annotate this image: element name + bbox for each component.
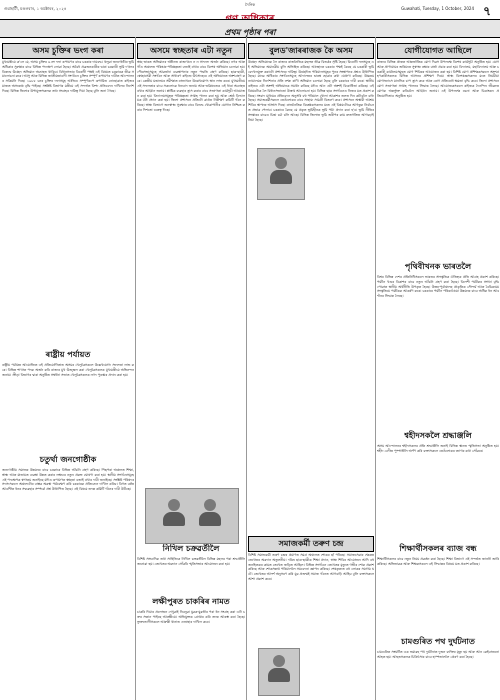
column-rule bbox=[246, 37, 247, 700]
article-body: উচ্ছেদ অভিযানক লৈ ৰাজ্যৰ ৰাজনৈতিক মহলত তীব্ৰ বিতৰ্কৰ সৃষ্টি হৈছে। বিৰোধী দলসমূহে এই অভিযানক অমানৱীয় বুলি অভিহিত কৰিছে। আনহাতে চৰকাৰ পক্ষই কৈছে যে চৰকাৰী ভূমি বেদখলমুক্ত কৰাটো প্ৰশাসনৰ দায়িত্ব। উচ্ছেদিত পৰিয়ালসমূহৰ পুনৰ সংস্থাপনৰ প্ৰশ্নও উত্থাপিত হৈছে। মানৱ অধিকাৰ সংগঠনসমূহে আদালতৰ দ্বাৰস্থ হোৱাৰ কথা ঘোষণা কৰিছে। উচ্চতম ন্যায়ালয়ৰ নিৰ্দেশনাৰ প্ৰতি লক্ষ্য ৰাখি অভিযান চলোৱা হৈছে বুলি চৰকাৰে দাবী কৰে। স্থানীয় ৰাইজৰ এটা অংশই অভিযানক সমৰ্থন কৰিছে যদিও আন এটা অংশই বিৰোধিতা কৰিছে। এই বিষয়টোক লৈ বিধানসভাতো উত্তপ্ত আলোচনা হয়। বিভিন্ন ছাত্ৰ সংগঠনেও নিজৰ মত প্ৰকাশ কৰিছে। সংবাদ মাধ্যমৰ প্ৰতিবেদন অনুসৰি বহু পৰিয়াল খোলা আকাশৰ তলত দিন কটাবলৈ বাধ্য হৈছে। সমাজকৰ্মীসকলে তেওঁলোকৰ বাবে সাহায্য সামগ্ৰী বিতৰণ কৰে। প্ৰশাসনে অস্থায়ী আশ্ৰয় শিবিৰ স্থাপনৰ আশ্বাস দিছে। ৰাজনৈতিক বিশ্লেষকসকলৰ মতে এই বিষয়টোৱে আগন্তুক নিৰ্বাচনত প্ৰভাৱ পেলাব। চৰকাৰে কৈছে যে প্ৰকৃত ভূমিহীনক ভূমি পট্টা প্ৰদান কৰা হ'ব। ভূমি নীতিৰ সংস্কাৰৰ বাবেও চিন্তা চৰ্চা চলি আছে। বিভিন্ন জিলাত ভূমি জৰীপৰ কাম দ্ৰুতগতিত আগবঢ়াই নিয়া হৈছে। bbox=[248, 60, 374, 122]
article-heading bbox=[377, 43, 499, 59]
article-heading bbox=[248, 43, 374, 59]
heading-text: বুলড'জাৰৰাজক কৈ অসম bbox=[269, 46, 353, 55]
column-1 bbox=[2, 37, 134, 700]
heading-text: শ্বহীদসকলৈ শ্ৰদ্ধাঞ্জলি bbox=[404, 431, 472, 440]
page-number: ৭ bbox=[483, 4, 491, 18]
person-portrait bbox=[268, 655, 290, 682]
article-heading bbox=[137, 542, 245, 556]
article-body: বিশ্বৰ বিভিন্ন দেশৰ প্ৰতিনিধিসকলে ভাৰতৰ সাংস্কৃতিক ঐতিহ্যৰ প্ৰতি আগ্ৰহ প্ৰকাশ কৰিছে। পৰ্যটন খণ্ডৰ বিকাশৰ বাবে নতুন আঁচনি গ্ৰহণ কৰা হৈছে। বিদেশী পৰ্যটকৰ সংখ্যা বৃদ্ধি পোৱাত স্থানীয় অৰ্থনীতি উপকৃত হৈছে। উত্তৰ-পূৰ্বাঞ্চলৰ প্ৰাকৃতিক সৌন্দৰ্য আৰু বৈচিত্ৰ্যময় সংস্কৃতিয়ে পৰ্যটকক আকৰ্ষণ কৰে। চৰকাৰে পৰ্যটন পৰিকাঠামো উন্নয়নৰ বাবে অধিক ধন আবণ্টনৰ সিদ্ধান্ত লৈছে। bbox=[377, 275, 499, 299]
heading-text: লক্ষীপুৰত চাকৰিৰ নামত bbox=[152, 597, 230, 606]
article-body: চাকৰি দিয়াৰ প্ৰলোভন দেখুৱাই নিবনুৱা যুৱক-যুৱতীৰ পৰা ধন সংগ্ৰহ কৰা এটা চক্ৰৰ সন্ধান পাইছে আৰক্ষীয়ে। অভিযুক্তক গ্ৰেপ্তাৰ কৰি তদন্ত আৰম্ভ কৰা হৈছে। ভুক্তভোগীসকলে আৰক্ষী থানাত এজাহাৰ দাখিল কৰে। bbox=[137, 610, 245, 624]
section-banner bbox=[0, 20, 500, 38]
article-heading bbox=[2, 453, 134, 467]
column-2 bbox=[137, 37, 245, 700]
article-heading bbox=[377, 429, 499, 443]
heading-text: যোগীযোগত আছিলে bbox=[404, 46, 472, 55]
column-rule bbox=[135, 37, 136, 700]
column-rule bbox=[375, 37, 376, 700]
article-body: শিক্ষাৰ্থীসকলৰ বাবে নতুন নিয়ম প্ৰৱৰ্তন কৰা হৈছে। শিক্ষা বিভাগে এই সন্দৰ্ভত জাননী জাৰি কৰিছে। অভিভাৱক আৰু শিক্ষকসকলে এই সিদ্ধান্তৰ বিষয়ে মত প্ৰকাশ কৰিছে। bbox=[377, 557, 499, 566]
article-body: স্বচ্ছ ভাৰত অভিযানৰ অধীনত ৰাজ্যখনে ন ন সাফল্য অৰ্জন কৰিছে। নগৰ আৰু গাঁও অঞ্চলত পৰিষ্কাৰ-পৰিচ্ছন্নতা বজাই ৰখাৰ বাবে বিশেষ অভিযান চলোৱা হয়। পৌৰসভাসমূহে আৱৰ্জনা ব্যৱস্থাপনাৰ নতুন পদ্ধতি গ্ৰহণ কৰিছে। ছাত্ৰ-ছাত্ৰী, স্বেচ্ছাসেৱী সংগঠন আৰু সাধাৰণ ৰাইজে উৎসাহেৰে এই অভিযানত অংশগ্ৰহণ কৰে। কেন্দ্ৰীয় মন্ত্ৰালয়ৰ সমীক্ষাত ৰাজ্যখনে উল্লেখযোগ্য স্থান লাভ কৰে। মুখ্যমন্ত্ৰীয়ে এই সফলতাৰ বাবে সকলোকে ধন্যবাদ জনায় আৰু ভৱিষ্যতেও এই ধাৰা অব্যাহত ৰখাৰ আহ্বান জনায়। প্লাষ্টিক ব্যৱহাৰ হ্ৰাস কৰাৰ বাবে সজাগতা কাৰ্যসূচী আয়োজন কৰা হয়। বিদ্যালয়সমূহত পৰিচ্ছন্নতা সপ্তাহ পালন কৰা হয় আৰু শ্ৰেষ্ঠ বিদ্যালয়ক বঁটা প্ৰদান কৰা হয়। জিলা প্ৰশাসনে প্ৰতিটো ৱাৰ্ডত নিৰীক্ষণ কমিটি গঠন কৰিছে। স্বাস্থ্য বিভাগে জনস্বাস্থ্য সুৰক্ষাৰ বাবে বিশুদ্ধ খোৱাপানীৰ যোগান নিশ্চিত কৰাৰ দিশতো গুৰুত্ব দিছে। bbox=[137, 60, 245, 112]
article-heading bbox=[377, 260, 499, 274]
date-left: গুৱাহাটী, মঙলবাৰ, ১ অক্টোবৰ, ২০২৪ bbox=[4, 6, 67, 11]
person-portrait bbox=[199, 499, 221, 526]
article-heading bbox=[377, 635, 499, 649]
heading-text: নিখিল চক্ৰৱৰ্তীলৈ bbox=[162, 544, 220, 553]
article-body: বিশিষ্ট সমাজকৰ্মী তৰুণ চন্দ্ৰৰ প্ৰয়াণত সমগ্ৰ অঞ্চলত শোকৰ ছাঁ পৰিছে। সমাজসেৱাৰ ক্ষেত্ৰত তেখেতৰ অৱদান অতুলনীয়। দৰিদ্ৰ ছাত্ৰ-ছাত্ৰীক শিক্ষা প্ৰদান, স্বাস্থ্য শিবিৰ আয়োজন আদি বহু জনহিতকৰ কামত তেখেত জড়িত আছিল। বিভিন্ন সংগঠনে তেখেতৰ মৃত্যুত গভীৰ শোক প্ৰকাশ কৰিছে আৰু শোকসন্তপ্ত পৰিয়াললৈ সমবেদনা জ্ঞাপন কৰিছে। শেষকৃত্যত বহু লোকৰ সমাগম ঘটে। তেখেতৰ আদৰ্শ অনুসৰণ কৰি যুৱ প্ৰজন্মই সমাজ গঠনত আগবাঢ়ি আহিব বুলি বক্তাসকলে আশা প্ৰকাশ কৰে। bbox=[248, 553, 374, 581]
column-3 bbox=[248, 37, 374, 700]
header-bar bbox=[0, 0, 500, 20]
article-heading bbox=[2, 43, 134, 59]
article-body: মুখ্যমন্ত্ৰীয়ে ক'লে যে, অসম চুক্তিৰ ৬ নং দফা ৰূপায়ণৰ বাবে চৰকাৰ দায়বদ্ধ। থলুৱা জনগোষ্ঠীৰ ভূমি অধিকাৰ সুৰক্ষাৰ বাবে বিভিন্ন পদক্ষেপ লোৱা হৈছে। অবৈধ প্ৰব্ৰজনকাৰীৰ দ্বাৰা চৰকাৰী ভূমি দখলৰ বিৰুদ্ধে উচ্ছেদ অভিযান অব্যাহত থাকিব। বিধানসভাৰ বিৰোধী পক্ষই এই বিষয়ত চৰকাৰক তীব্ৰ সমালোচনা কৰে। আসু আৰু বিভিন্ন জাতীয়তাবাদী সংগঠনে চুক্তিৰ সম্পূৰ্ণ ৰূপায়ণৰ দাবীত আন্দোলনৰ সকিয়নি দিছে। ১৯৮৫ চনৰ চুক্তিৰ দফাসমূহ আজিও সম্পূৰ্ণৰূপে ৰূপায়িত নোহোৱাত ৰাইজৰ মাজত অসন্তোষ বৃদ্ধি পাইছে। সংশ্লিষ্ট বিভাগৰ মন্ত্ৰীয়ে এই সন্দৰ্ভত বিশদ প্ৰতিবেদন দাখিলৰ নিৰ্দেশ দিছে। বিভিন্ন জিলাৰ উপায়ুক্তসকলক তথ্য সংগ্ৰহৰ দায়িত্ব দিয়া হৈছে বুলি জনা গৈছে। bbox=[2, 60, 134, 93]
heading-text: শিক্ষাৰ্থীসকলৰ ব্যাজ বন্ধ bbox=[399, 544, 477, 553]
masthead-pre: দৈনিক bbox=[244, 2, 256, 7]
article-body: বিশিষ্ট সাংবাদিক তথা সাহিত্যিক নিখিল চক্ৰৱৰ্তীলৈ বিভিন্ন মহলৰ পৰা শ্ৰদ্ধাঞ্জলি জনোৱা হয়। তেখেতৰ অৱদান সোঁৱৰি স্মৃতিসভাৰ আয়োজন কৰা হয়। bbox=[137, 557, 245, 566]
article-heading bbox=[2, 348, 134, 362]
article-body: জনগোষ্ঠীয় সমাজৰ উন্নয়নৰ বাবে চৰকাৰে বিভিন্ন আঁচনি গ্ৰহণ কৰিছে। পিছপৰা অঞ্চলত শিক্ষা, স্বাস্থ্য আৰু যাতায়ত ব্যৱস্থা উন্নত কৰাৰ লক্ষ্যৰে নতুন প্ৰকল্প ঘোষণা কৰা হয়। স্থানীয় সংগঠনসমূহে এই পদক্ষেপক স্বাগতম জনাইছে যদিও ৰূপায়ণত স্বচ্ছতা বজাই ৰখাৰ দাবী জনাইছে। সংশ্লিষ্ট পৰিষদৰ সদস্যসকলে অঞ্চলটোৰ বাস্তৱ অৱস্থা পৰ্যবেক্ষণ কৰি চৰকাৰক প্ৰতিবেদন দাখিল কৰিব। বিগত বৰ্ষত আবণ্টিত ধনৰ সদ্ব্যৱহাৰ সম্পৰ্কে প্ৰশ্ন উত্থাপিত হৈছে। এই বিষয়ে তদন্ত কমিটি গঠনৰ দাবী উঠিছে। bbox=[2, 468, 134, 492]
masthead bbox=[200, 2, 300, 18]
article-body: ৰাষ্ট্ৰীয় পৰ্যায়ত আয়োজিত এই প্ৰতিযোগিতাত অসমৰ খেলুৱৈসকলে উল্লেখযোগ্য সফলতা লাভ কৰে। বিভিন্ন শাখাত পদক অৰ্জন কৰি ৰাজ্যৰ মুখ উজ্জ্বল কৰা খেলুৱৈসকলক মুখ্যমন্ত্ৰীয়ে অভিনন্দন জনায়। ক্ৰীড়া বিভাগৰ দ্বাৰা অনুষ্ঠিত সম্বৰ্ধনা সভাত খেলুৱৈসকলক নগদ পুৰস্কাৰ প্ৰদান কৰা হয়। bbox=[2, 363, 134, 377]
heading-text: অসম চুক্তিৰ ভংগ কৰা bbox=[32, 46, 104, 55]
heading-text: চামগুৰিত পথ দুৰ্ঘটনাত bbox=[401, 637, 475, 646]
date-right: Guwahati, Tuesday, 1 October, 2024 bbox=[401, 6, 474, 11]
heading-text: অসমে স্বচ্ছতাৰ এটা নতুন bbox=[150, 46, 232, 55]
heading-text: ৰাষ্ট্ৰীয় পৰ্যায়ত bbox=[45, 350, 91, 359]
column-4 bbox=[377, 37, 499, 700]
heading-text: পৃথিবীখনক ভাৰতলৈ bbox=[404, 262, 472, 271]
news-photo bbox=[145, 488, 239, 544]
article-heading bbox=[137, 43, 245, 59]
article-body: চামগুৰিত সংঘটিত এক ভয়াৱহ পথ দুৰ্ঘটনাত দুজন ব্যক্তিৰ মৃত্যু হয় আৰু আন কেইবাজনো আহত হয়। আহতসকলক চিকিৎসাৰ বাবে হাস্পতাললৈ প্ৰেৰণ কৰা হৈছে। bbox=[377, 650, 499, 659]
article-heading bbox=[248, 536, 374, 552]
banner-label: প্ৰথম পৃষ্ঠাৰ পৰা bbox=[224, 28, 276, 37]
article-heading bbox=[377, 542, 499, 556]
person-portrait bbox=[270, 157, 292, 184]
heading-text: সমাজকৰ্মী তৰুণ চন্দ্ৰ bbox=[278, 539, 344, 548]
article-body: অসম আন্দোলনৰ শ্বহীদসকলৰ প্ৰতি শ্ৰদ্ধাঞ্জলি জনাই বিভিন্ন স্থানত স্মৃতিসভা অনুষ্ঠিত হয়। শ্বহীদ বেদীত পুষ্পাঞ্জলি অৰ্পণ কৰি বক্তাসকলে তেওঁলোকৰ ত্যাগৰ কথা সোঁৱৰে। bbox=[377, 444, 499, 453]
news-photo bbox=[258, 648, 300, 696]
heading-text: চতুৰ্থা জনগোষ্ঠীক bbox=[39, 455, 97, 464]
article-heading bbox=[137, 595, 245, 609]
news-photo bbox=[257, 148, 305, 200]
article-body: ৰাজ্যৰ বিভিন্ন প্ৰান্তত আন্তৰ্জাতিক যোগ দিৱস উপলক্ষে বিশেষ কাৰ্যসূচী অনুষ্ঠিত হয়। যোগ আৰু প্ৰাণায়ামৰ জৰিয়তে সুস্বাস্থ্য ৰক্ষাৰ বাৰ্তা প্ৰচাৰ কৰা হয়। বিদ্যালয়, মহাবিদ্যালয় আৰু চৰকাৰী কাৰ্যালয়সমূহত যোগ শিবিৰৰ আয়োজন কৰা হয়। বিশিষ্ট যোগ প্ৰশিক্ষকসকলে অংশগ্ৰহণকাৰীসকলক বিভিন্ন আসনৰ প্ৰশিক্ষণ দিয়ে। স্বাস্থ্য বিশেষজ্ঞসকলৰ মতে নিয়মীয়া যোগাভ্যাসে মানসিক চাপ হ্ৰাস কৰে আৰু ৰোগ প্ৰতিৰোধ ক্ষমতা বৃদ্ধি কৰে। জিলা প্ৰশাসনে যোগ সজাগতা সপ্তাহ পালনৰ সিদ্ধান্ত লৈছে। আয়োজকসকলে ৰাইজক দৈনন্দিন জীৱনত যোগক অন্তৰ্ভুক্ত কৰিবলৈ আহ্বান জনায়। এই উপলক্ষে ৰচনা আৰু চিত্ৰাংকন প্ৰতিযোগিতাও অনুষ্ঠিত হয়। bbox=[377, 60, 499, 98]
person-portrait bbox=[163, 499, 185, 526]
